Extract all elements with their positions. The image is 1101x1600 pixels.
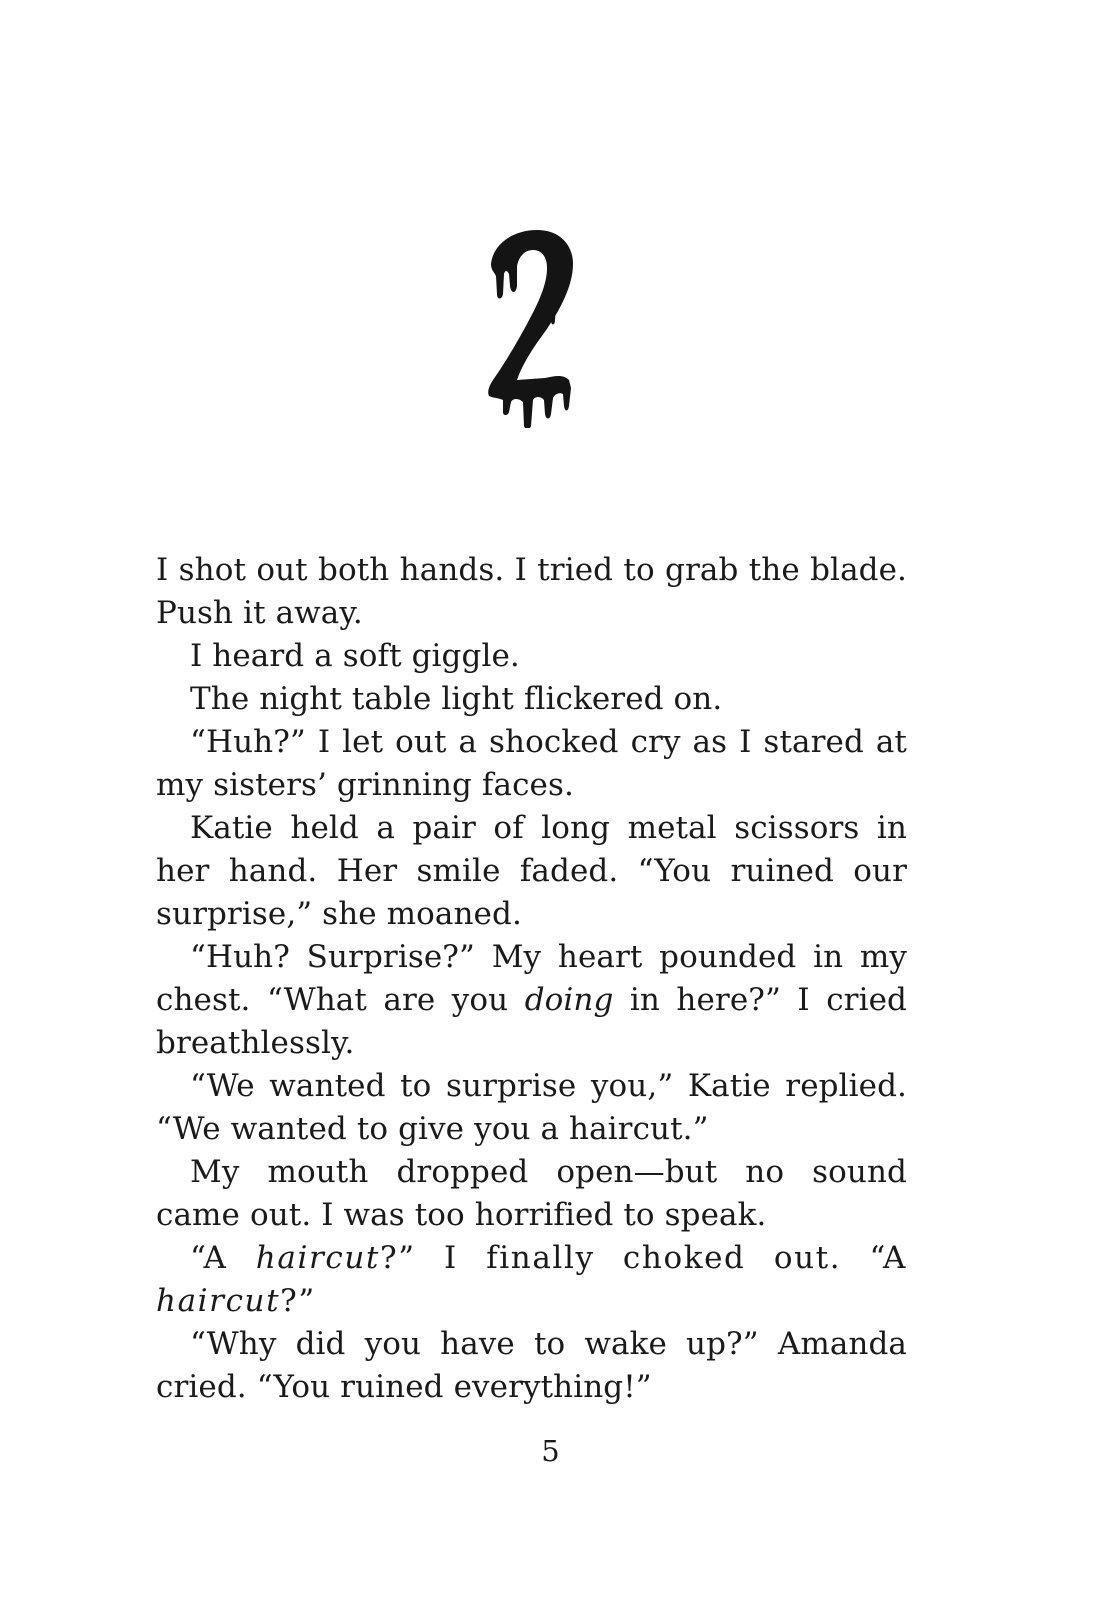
chapter-body [156,549,907,1409]
paragraph-italic-text: haircut [156,1283,281,1319]
paragraph-text: “Huh?” I let out a shocked cry as I stared at my sisters’ grinning faces. [156,724,907,803]
paragraph [156,678,907,721]
paragraph-text: I heard a soft giggle. [190,638,520,674]
paragraph [156,721,907,807]
paragraph [156,1237,907,1323]
paragraph-text: “Why did you have to wake up?” Amanda cried. “You ruined everything!” [156,1326,907,1405]
chapter-number [485,228,580,428]
dripping-numeral-graphic [485,228,580,428]
paragraph-text: ?” I finally choked out. “A [379,1240,907,1276]
paragraph [156,1065,907,1151]
paragraph-italic-text: haircut [255,1240,380,1276]
paragraph-text: “Huh? Surprise?” My heart pounded in my chest. “What are you [156,939,907,1018]
paragraph-text: “A [190,1240,256,1276]
paragraph [156,936,907,1065]
paragraph-text: “We wanted to surprise you,” Katie replied. “We wanted to give you a haircut.” [156,1068,907,1147]
paragraph-text: Katie held a pair of long metal scissors in her hand. Her smile faded. “You ruined our surprise,” she moaned. [156,810,907,932]
paragraph-text: ?” [280,1283,316,1319]
paragraph-italic-text: doing [524,982,614,1018]
paragraph-text: in here?” I cried breathlessly. [156,982,907,1061]
paragraph-text: My mouth dropped open—but no sound came out. I was too horrified to speak. [156,1154,907,1233]
paragraph [156,807,907,936]
paragraph-text: I shot out both hands. I tried to grab the blade. Push it away. [156,552,907,631]
paragraph [156,549,907,635]
paragraph [156,1323,907,1409]
paragraph [156,635,907,678]
paragraph [156,1151,907,1237]
paragraph-text: The night table light flickered on. [190,681,723,717]
page-number: 5 [541,1434,560,1468]
